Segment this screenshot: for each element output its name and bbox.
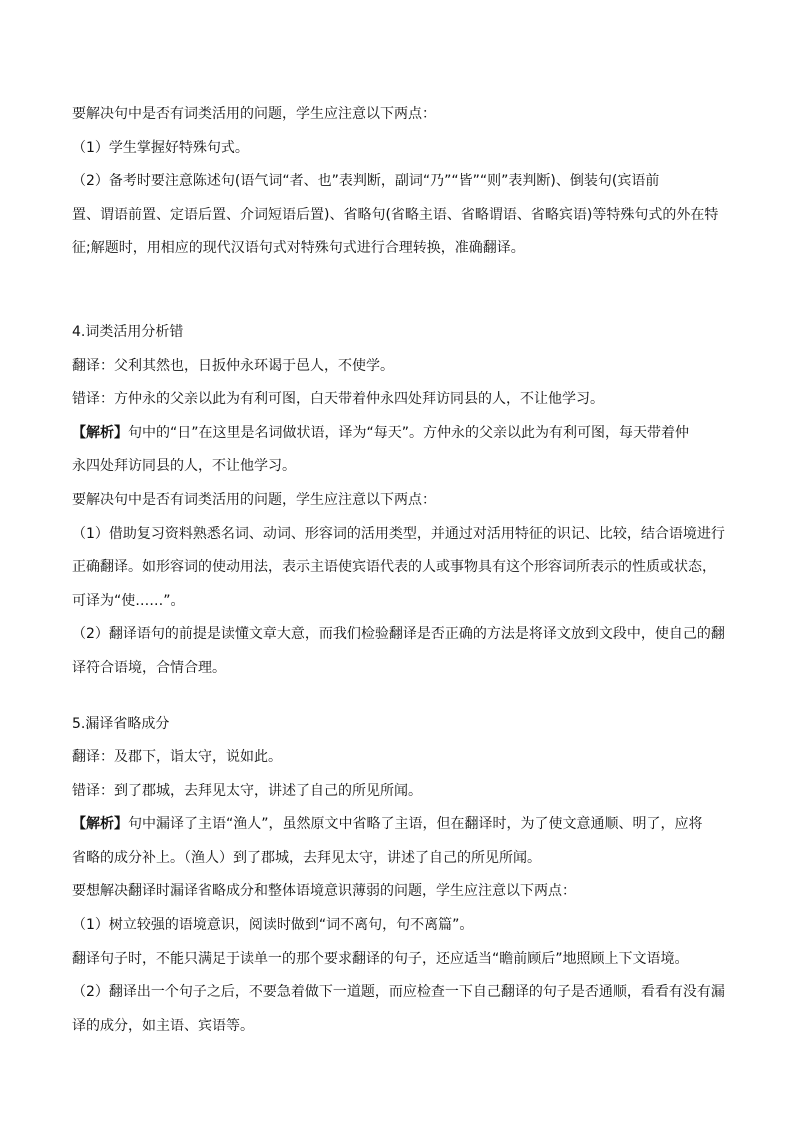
intro-block xyxy=(72,98,724,266)
section-4-item-1-line-2: 正确翻译。如形容词的使动用法，表示主语使宾语代表的人或事物具有这个形容词所表示的性质或状态， xyxy=(72,559,716,576)
analysis-text: 句中的“日”在这里是名词做状语，译为“每天”。方仲永的父亲以此为有利可图，每天带着仲 xyxy=(128,424,690,441)
section-5 xyxy=(72,708,724,1044)
document-page xyxy=(72,98,724,1043)
section-5-item-2-line-1: （2）翻译出一个句子之后，不要急着做下一道题，而应检查一下自己翻译的句子是否通顺，看看有没有漏 xyxy=(72,984,725,1001)
section-4-title: 4.词类活用分析错 xyxy=(72,323,184,340)
section-4-analysis-line-1 xyxy=(72,417,724,451)
analysis-tag: 【解析】 xyxy=(72,424,128,441)
analysis-tag: 【解析】 xyxy=(72,816,128,833)
intro-item-2-line-3: 征;解题时，用相应的现代汉语句式对特殊句式进行合理转换，准确翻译。 xyxy=(72,240,525,257)
intro-heading: 要解决句中是否有词类活用的问题，学生应注意以下两点： xyxy=(72,106,436,122)
spacer xyxy=(72,686,724,708)
intro-item-2-line-2: 置、谓语前置、定语后置、介词短语后置)、省略句(省略主语、省略谓语、省略宾语)等特殊句式的外在特 xyxy=(72,206,719,223)
section-4-item-1-line-3: 可译为“使……”。 xyxy=(72,592,185,609)
section-5-item-1-follow: 翻译句子时，不能只满足于读单一的那个要求翻译的句子，还应适当“瞻前顾后”地照顾上下文语境。 xyxy=(72,950,689,967)
section-4-item-1-line-1: （1）借助复习资料熟悉名词、动词、形容词的活用类型，并通过对活用特征的识记、比较，结合语境进行 xyxy=(72,525,725,542)
section-4 xyxy=(72,316,724,686)
section-4-item-2-line-2: 译符合语境，合情合理。 xyxy=(72,659,226,676)
spacer xyxy=(72,266,724,316)
section-5-item-1: （1）树立较强的语境意识，阅读时做到“词不离句，句不离篇”。 xyxy=(72,917,474,934)
section-5-heading: 要想解决翻译时漏译省略成分和整体语境意识薄弱的问题，学生应注意以下两点： xyxy=(72,883,576,900)
section-4-wrong: 错译：方仲永的父亲以此为有利可图，白天带着仲永四处拜访同县的人，不让他学习。 xyxy=(72,391,604,408)
section-4-translate: 翻译：父利其然也，日扳仲永环谒于邑人，不使学。 xyxy=(72,357,394,374)
section-5-analysis-line-2: 省略的成分补上。（渔人）到了郡城，去拜见太守，讲述了自己的所见所闻。 xyxy=(72,849,541,866)
intro-item-1: （1）学生掌握好特殊句式。 xyxy=(72,139,249,156)
section-5-analysis-line-1 xyxy=(72,808,724,842)
analysis-text: 句中漏译了主语“渔人”，虽然原文中省略了主语，但在翻译时，为了使文意通顺、明了，应将 xyxy=(128,816,703,833)
section-5-translate: 翻译：及郡下，诣太守，说如此。 xyxy=(72,749,282,766)
section-4-item-2-line-1: （2）翻译语句的前提是读懂文章大意，而我们检验翻译是否正确的方法是将译文放到文段中，使自己的翻 xyxy=(72,626,725,643)
section-4-analysis-line-2: 永四处拜访同县的人，不让他学习。 xyxy=(72,458,296,475)
section-4-heading: 要解决句中是否有词类活用的问题，学生应注意以下两点： xyxy=(72,491,436,508)
intro-item-2-line-1: （2）备考时要注意陈述句(语气词“者、也”表判断，副词“乃”“皆”“则”表判断)、倒装句(宾语前 xyxy=(72,173,660,190)
section-5-title: 5.漏译省略成分 xyxy=(72,715,170,732)
section-5-wrong: 错译：到了郡城，去拜见太守，讲述了自己的所见所闻。 xyxy=(72,782,422,799)
section-5-item-2-line-2: 译的成分，如主语、宾语等。 xyxy=(72,1017,254,1034)
